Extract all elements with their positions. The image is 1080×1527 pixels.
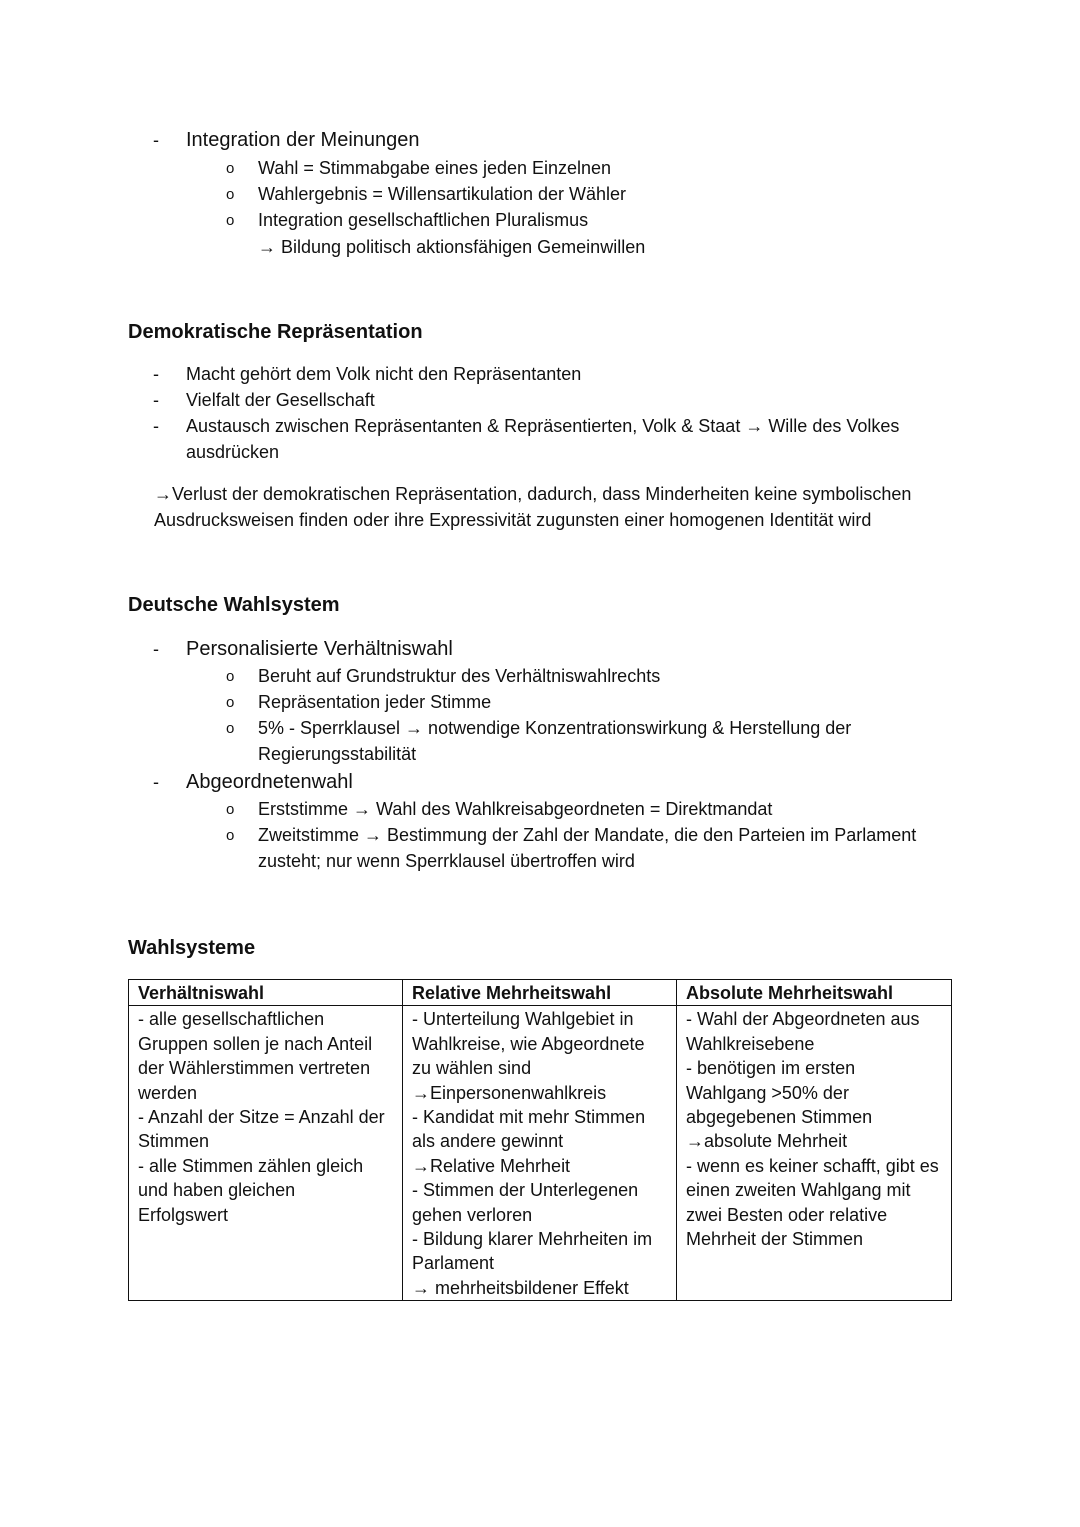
deutsch-group2-item: Zweitstimme → Bestimmung der Zahl der Mandate, die den Parteien im Parlament xyxy=(258,825,917,845)
cell-verhaeltniswahl xyxy=(129,1006,403,1301)
bullet-dash: - xyxy=(153,416,159,436)
cell-line: Wahlkreisebene xyxy=(686,1033,815,1054)
cell-line: - Stimmen der Unterlegenen xyxy=(412,1180,639,1201)
deutsch-group1-title: Personalisierte Verhältniswahl xyxy=(186,638,453,660)
cell-line: →absolute Mehrheit xyxy=(686,1131,848,1152)
table-row xyxy=(129,1006,952,1301)
repraesentation-item: Vielfalt der Gesellschaft xyxy=(186,390,375,410)
heading-repraesentation: Demokratische Repräsentation xyxy=(128,321,423,343)
column-header-verhaeltniswahl: Verhältniswahl xyxy=(129,980,403,1006)
cell-line: einen zweiten Wahlgang mit xyxy=(686,1180,911,1201)
cell-line: →Einpersonenwahlkreis xyxy=(412,1082,607,1103)
bullet-circle: o xyxy=(226,186,235,203)
bullet-circle: o xyxy=(226,668,235,685)
deutsch-group2-item-continued: zusteht; nur wenn Sperrklausel übertroffen wird xyxy=(258,851,635,871)
repraesentation-item-continued: ausdrücken xyxy=(186,442,280,462)
bullet-circle: o xyxy=(226,160,235,177)
cell-line: Parlament xyxy=(412,1253,495,1274)
cell-line: zwei Besten oder relative xyxy=(686,1204,888,1225)
cell-line: Wahlgang >50% der xyxy=(686,1082,849,1103)
cell-line: Erfolgswert xyxy=(138,1204,229,1225)
cell-line: - benötigen im ersten xyxy=(686,1058,856,1079)
integration-item: Wahl = Stimmabgabe eines jeden Einzelnen xyxy=(258,158,612,178)
cell-line: der Wählerstimmen vertreten xyxy=(138,1058,371,1079)
integration-arrow-line: → Bildung politisch aktionsfähigen Gemeinwillen xyxy=(258,237,646,257)
cell-line: → mehrheitsbildener Effekt xyxy=(412,1277,629,1298)
bullet-circle: o xyxy=(226,694,235,711)
bullet-dash: - xyxy=(153,130,159,150)
cell-line: abgegebenen Stimmen xyxy=(686,1107,873,1128)
cell-line: - Wahl der Abgeordneten aus xyxy=(686,1009,920,1030)
bullet-dash: - xyxy=(153,364,159,384)
cell-line: Stimmen xyxy=(138,1131,210,1152)
cell-line: Mehrheit der Stimmen xyxy=(686,1229,864,1250)
deutsch-group1-item: 5% - Sperrklausel → notwendige Konzentrationswirkung & Herstellung der xyxy=(258,718,852,738)
column-header-relative-mehrheitswahl: Relative Mehrheitswahl xyxy=(403,980,677,1006)
repraesentation-paragraph-line: Ausdrucksweisen finden oder ihre Expressivität zugunsten einer homogenen Identität wird xyxy=(154,510,872,530)
bullet-circle: o xyxy=(226,720,235,737)
repraesentation-paragraph-line: →Verlust der demokratischen Repräsentation, dadurch, dass Minderheiten keine symbolischen xyxy=(154,484,912,504)
heading-wahlsysteme: Wahlsysteme xyxy=(128,937,256,959)
cell-line: - wenn es keiner schafft, gibt es xyxy=(686,1155,939,1176)
cell-line: - Kandidat mit mehr Stimmen xyxy=(412,1107,646,1128)
cell-absolute-mehrheitswahl xyxy=(677,1006,952,1301)
cell-relative-mehrheitswahl xyxy=(403,1006,677,1301)
cell-line: und haben gleichen xyxy=(138,1180,296,1201)
table-header-row xyxy=(129,980,952,1006)
cell-line: Wahlkreise, wie Abgeordnete xyxy=(412,1033,645,1054)
wahlsysteme-table xyxy=(128,979,952,1301)
integration-item: Wahlergebnis = Willensartikulation der Wähler xyxy=(258,184,626,204)
cell-line: →Relative Mehrheit xyxy=(412,1155,571,1176)
bullet-circle: o xyxy=(226,801,235,818)
cell-line: gehen verloren xyxy=(412,1204,533,1225)
cell-line: als andere gewinnt xyxy=(412,1131,564,1152)
bullet-circle: o xyxy=(226,212,235,229)
bullet-dash: - xyxy=(153,390,159,410)
deutsch-group2-title: Abgeordnetenwahl xyxy=(186,771,353,793)
deutsch-group2-item: Erststimme → Wahl des Wahlkreisabgeordneten = Direktmandat xyxy=(258,799,773,819)
cell-line: werden xyxy=(138,1082,198,1103)
cell-line: - Unterteilung Wahlgebiet in xyxy=(412,1009,634,1030)
cell-line: - Bildung klarer Mehrheiten im xyxy=(412,1229,653,1250)
bullet-dash: - xyxy=(153,639,159,659)
integration-item: Integration gesellschaftlichen Pluralismus xyxy=(258,210,589,230)
deutsch-group1-item: Beruht auf Grundstruktur des Verhältniswahlrechts xyxy=(258,666,661,686)
column-header-absolute-mehrheitswahl: Absolute Mehrheitswahl xyxy=(677,980,952,1006)
cell-line: - alle Stimmen zählen gleich xyxy=(138,1155,364,1176)
deutsch-group1-item: Repräsentation jeder Stimme xyxy=(258,692,492,712)
cell-line: - Anzahl der Sitze = Anzahl der xyxy=(138,1107,385,1128)
repraesentation-item: Macht gehört dem Volk nicht den Repräsentanten xyxy=(186,364,582,384)
cell-line: Gruppen sollen je nach Anteil xyxy=(138,1033,373,1054)
heading-deutsche-wahlsystem: Deutsche Wahlsystem xyxy=(128,594,340,616)
repraesentation-item: Austausch zwischen Repräsentanten & Repräsentierten, Volk & Staat → Wille des Volkes xyxy=(186,416,900,436)
cell-line: - alle gesellschaftlichen xyxy=(138,1009,325,1030)
bullet-dash: - xyxy=(153,772,159,792)
bullet-circle: o xyxy=(226,827,235,844)
deutsch-group1-item-continued: Regierungsstabilität xyxy=(258,744,417,764)
cell-line: zu wählen sind xyxy=(412,1058,532,1079)
integration-title: Integration der Meinungen xyxy=(186,129,420,151)
